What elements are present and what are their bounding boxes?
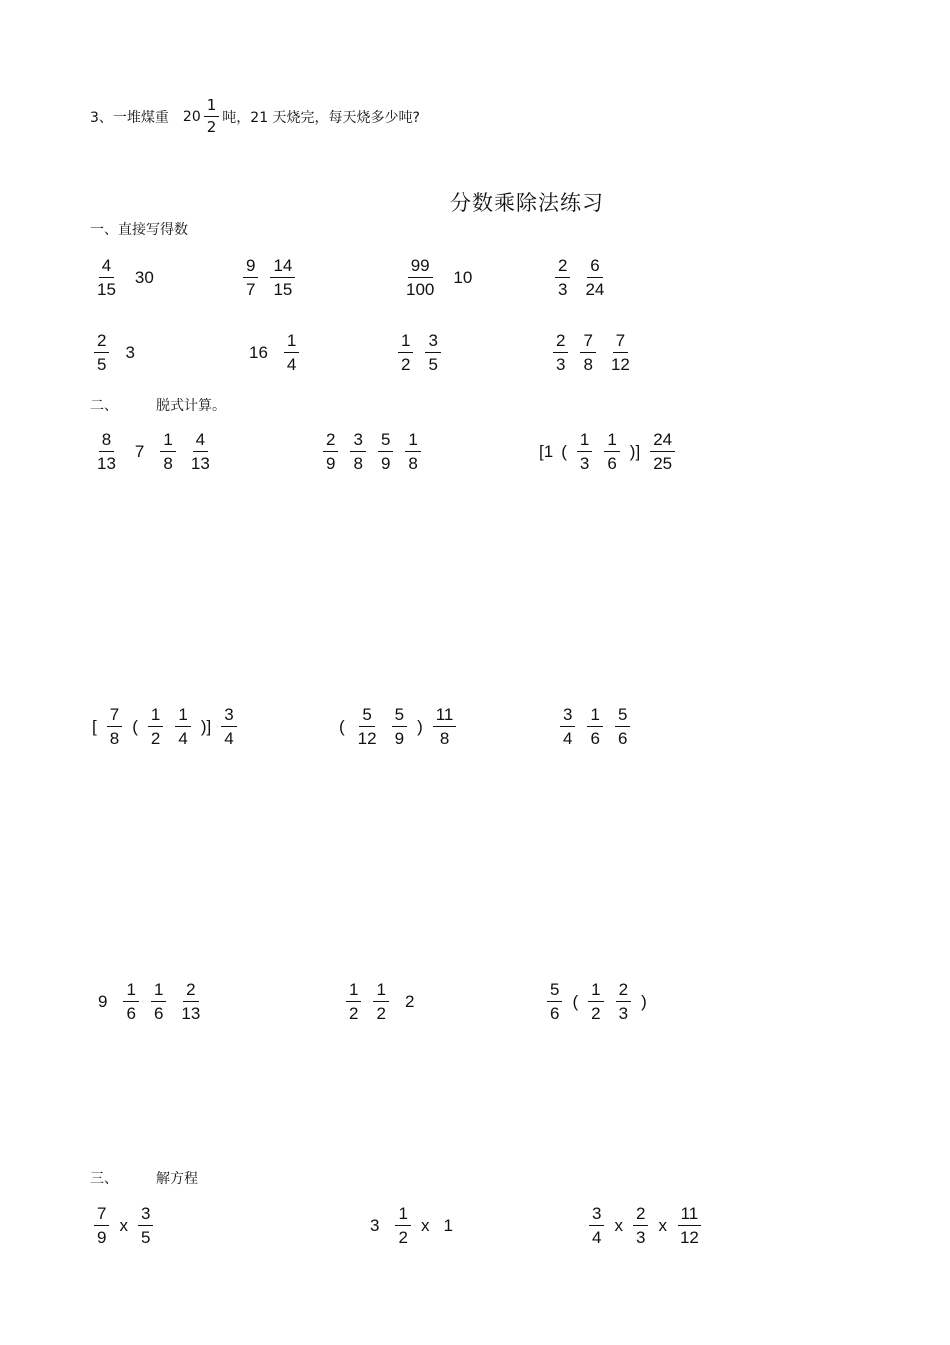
fraction [398, 332, 413, 373]
numerator: 1 [148, 706, 163, 727]
denominator: 8 [353, 454, 363, 473]
denominator: 8 [163, 454, 173, 473]
fraction [604, 431, 619, 472]
numerator: 3 [589, 1205, 604, 1226]
numerator: 3 [350, 431, 365, 452]
numerator: 3 [221, 706, 236, 727]
denominator: 13 [181, 1004, 201, 1023]
math-token: x [420, 1215, 430, 1235]
numerator: 2 [183, 981, 198, 1002]
math-token: ( [339, 716, 345, 736]
denominator: 15 [97, 280, 116, 299]
fraction [560, 706, 575, 747]
fraction [107, 706, 122, 747]
numerator: 5 [615, 706, 630, 727]
numerator: 99 [408, 257, 433, 278]
q3-prefix: 3、一堆煤重 [90, 109, 169, 126]
numerator: 2 [323, 431, 338, 452]
numerator: 2 [94, 332, 109, 353]
fraction [350, 431, 365, 472]
numerator: 3 [560, 706, 575, 727]
numerator: 9 [243, 257, 258, 278]
fraction [433, 706, 457, 747]
fraction [221, 706, 236, 747]
section-1-heading: 一、直接写得数 [90, 222, 188, 238]
denominator: 24 [585, 280, 605, 299]
denominator: 3 [579, 454, 590, 473]
section-3-number: 三、 [90, 1171, 118, 1187]
math-token: ( [132, 716, 138, 736]
math-token: )] [629, 441, 641, 461]
numerator: 2 [616, 981, 631, 1002]
denominator: 5 [428, 355, 438, 374]
denominator: 5 [97, 355, 107, 374]
fraction [588, 981, 603, 1022]
s3-equation [360, 1205, 463, 1246]
denominator: 100 [406, 280, 435, 299]
s2-expression [340, 981, 424, 1022]
fraction [373, 981, 388, 1022]
fraction [243, 257, 258, 298]
fraction [582, 257, 607, 298]
numerator: 5 [392, 706, 407, 727]
s1-expression [88, 257, 164, 298]
denominator: 13 [190, 454, 210, 473]
math-token: 3 [370, 1215, 380, 1235]
s2-expression [88, 981, 209, 1022]
numerator: 1 [151, 981, 166, 1002]
question-3 [90, 98, 420, 135]
denominator: 3 [556, 355, 566, 374]
fraction [616, 981, 631, 1022]
math-token: x [658, 1215, 667, 1235]
denominator: 4 [286, 355, 297, 374]
s2-expression [535, 431, 681, 472]
numerator: 2 [553, 332, 568, 353]
math-token: [ [92, 716, 97, 736]
numerator: 1 [346, 981, 361, 1002]
denominator: 9 [326, 454, 336, 473]
denominator: 3 [635, 1228, 646, 1247]
fraction [577, 431, 592, 472]
fraction [587, 706, 602, 747]
fraction [608, 332, 633, 373]
denominator: 2 [150, 729, 161, 748]
q3-numerator: 1 [204, 98, 220, 117]
fraction [346, 981, 361, 1022]
numerator: 11 [433, 706, 457, 727]
s2-expression [335, 706, 462, 747]
math-token: ( [561, 441, 567, 461]
denominator: 4 [178, 729, 188, 748]
math-token: 9 [98, 991, 108, 1011]
math-token: 7 [134, 441, 145, 461]
fraction [403, 257, 437, 298]
s2-expression [554, 706, 636, 747]
numerator: 1 [123, 981, 138, 1002]
math-token: ( [572, 991, 579, 1011]
numerator: 11 [678, 1205, 702, 1226]
denominator: 2 [349, 1004, 359, 1023]
denominator: 6 [617, 729, 628, 748]
s3-equation [88, 1205, 159, 1246]
fraction [378, 431, 393, 472]
s1-expression [392, 332, 447, 373]
denominator: 2 [376, 1004, 386, 1023]
math-token: 30 [134, 267, 154, 287]
fraction [188, 431, 213, 472]
numerator: 5 [547, 981, 562, 1002]
denominator: 3 [558, 280, 568, 299]
s2-expression [88, 431, 219, 472]
fraction [94, 257, 119, 298]
s3-equation [583, 1205, 708, 1246]
s1-expression [547, 332, 639, 373]
denominator: 6 [607, 454, 617, 473]
fraction [392, 706, 407, 747]
page-title: 分数乘除法练习 [450, 191, 604, 215]
s2-expression [317, 431, 427, 472]
math-token: ) [641, 991, 647, 1011]
numerator: 2 [555, 257, 570, 278]
fraction [94, 332, 109, 373]
numerator: 3 [425, 332, 440, 353]
numerator: 1 [405, 431, 420, 452]
s2-expression [88, 706, 243, 747]
section-3-heading: 解方程 [156, 1171, 198, 1187]
numerator: 2 [633, 1205, 648, 1226]
fraction [555, 257, 570, 298]
numerator: 4 [99, 257, 114, 278]
s1-expression [239, 332, 305, 373]
numerator: 1 [395, 1205, 410, 1226]
numerator: 7 [613, 332, 628, 353]
math-token: x [119, 1215, 128, 1235]
denominator: 9 [380, 454, 391, 473]
numerator: 5 [359, 706, 374, 727]
numerator: 1 [284, 332, 299, 353]
q3-suffix: 吨，21 天烧完，每天烧多少吨? [222, 109, 420, 126]
denominator: 8 [408, 454, 418, 473]
denominator: 6 [126, 1004, 136, 1023]
fraction [138, 1205, 153, 1246]
q3-fraction [204, 98, 220, 135]
s1-expression [397, 257, 482, 298]
fraction [405, 431, 420, 472]
fraction [650, 431, 675, 472]
numerator: 1 [398, 332, 413, 353]
numerator: 8 [99, 431, 114, 452]
fraction [151, 981, 166, 1022]
denominator: 2 [398, 1228, 408, 1247]
denominator: 5 [140, 1228, 151, 1247]
fraction [553, 332, 568, 373]
numerator: 1 [175, 706, 190, 727]
numerator: 24 [650, 431, 675, 452]
s2-expression [541, 981, 651, 1022]
fraction [395, 1205, 410, 1246]
s1-expression [237, 257, 301, 298]
math-token: [1 [539, 441, 554, 461]
math-token: 10 [453, 267, 473, 287]
numerator: 1 [604, 431, 619, 452]
fraction [160, 431, 175, 472]
numerator: 7 [94, 1205, 109, 1226]
s1-expression [549, 257, 613, 298]
fraction [270, 257, 295, 298]
math-token: 2 [404, 991, 415, 1011]
fraction [355, 706, 380, 747]
numerator: 1 [587, 706, 602, 727]
denominator: 12 [357, 729, 377, 748]
fraction [323, 431, 338, 472]
s1-expression [88, 332, 145, 373]
numerator: 3 [138, 1205, 153, 1226]
denominator: 7 [246, 280, 256, 299]
denominator: 9 [97, 1228, 107, 1247]
denominator: 6 [153, 1004, 164, 1023]
fraction [589, 1205, 604, 1246]
denominator: 9 [394, 729, 405, 748]
denominator: 12 [679, 1228, 699, 1247]
numerator: 1 [373, 981, 388, 1002]
section-2-number: 二、 [90, 398, 118, 414]
section-2-heading: 脱式计算。 [156, 398, 226, 414]
denominator: 13 [97, 454, 116, 473]
fraction [633, 1205, 648, 1246]
fraction [178, 981, 203, 1022]
denominator: 4 [224, 729, 234, 748]
numerator: 1 [588, 981, 603, 1002]
denominator: 3 [618, 1004, 629, 1023]
math-token: ) [417, 716, 423, 736]
numerator: 14 [270, 257, 295, 278]
numerator: 5 [378, 431, 393, 452]
fraction [677, 1205, 702, 1246]
denominator: 15 [273, 280, 293, 299]
numerator: 7 [107, 706, 122, 727]
q3-whole: 20 [182, 108, 201, 125]
denominator: 4 [592, 1228, 602, 1247]
fraction [148, 706, 163, 747]
numerator: 1 [577, 431, 592, 452]
math-token: )] [200, 716, 212, 736]
denominator: 4 [563, 729, 573, 748]
q3-denominator: 2 [206, 118, 217, 136]
numerator: 7 [580, 332, 595, 353]
fraction [94, 1205, 109, 1246]
numerator: 6 [587, 257, 602, 278]
denominator: 8 [439, 729, 450, 748]
fraction [615, 706, 630, 747]
fraction [580, 332, 595, 373]
math-token: 3 [125, 342, 135, 362]
fraction [425, 332, 440, 373]
math-token: 1 [443, 1215, 453, 1235]
fraction [284, 332, 299, 373]
denominator: 2 [591, 1004, 601, 1023]
denominator: 25 [653, 454, 673, 473]
math-token: x [614, 1215, 623, 1235]
math-token: 16 [249, 342, 268, 362]
fraction [94, 431, 119, 472]
fraction [123, 981, 138, 1022]
denominator: 2 [401, 355, 411, 374]
numerator: 1 [160, 431, 175, 452]
denominator: 8 [109, 729, 120, 748]
fraction [175, 706, 190, 747]
fraction [547, 981, 562, 1022]
numerator: 4 [193, 431, 208, 452]
denominator: 12 [610, 355, 630, 374]
denominator: 8 [583, 355, 593, 374]
denominator: 6 [550, 1004, 560, 1023]
denominator: 6 [590, 729, 600, 748]
